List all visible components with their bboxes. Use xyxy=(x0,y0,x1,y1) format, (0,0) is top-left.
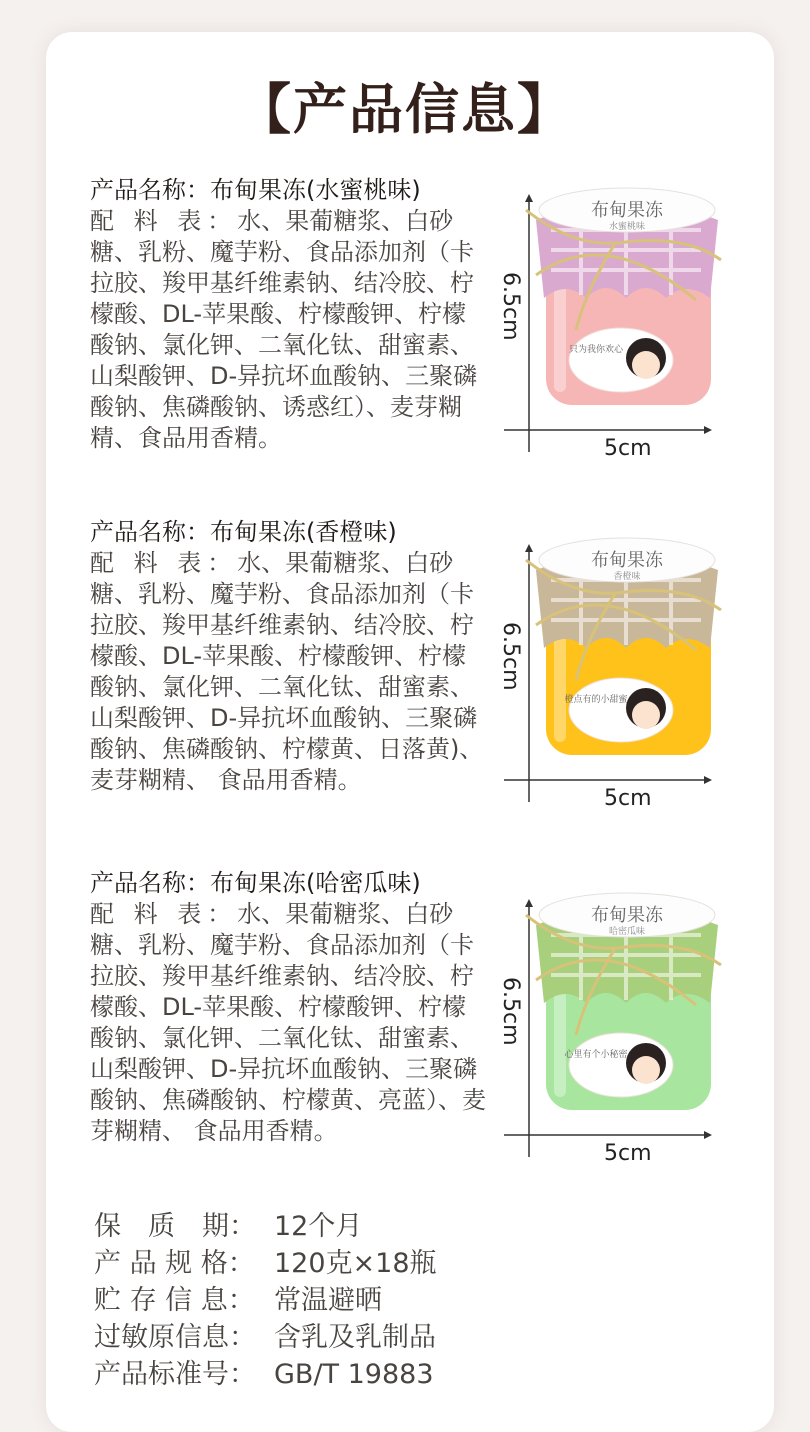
page-title: 【产品信息】 xyxy=(237,78,573,141)
spec-list xyxy=(94,1208,437,1393)
jar-illustration xyxy=(496,885,726,1175)
jar-icon xyxy=(526,893,721,1110)
spec-label: 过敏原信息： xyxy=(94,1322,256,1353)
spec-label: 产品标准号： xyxy=(94,1359,256,1390)
height-label: 6.5cm xyxy=(498,977,523,1046)
spec-value: 12个月 xyxy=(274,1211,363,1242)
sticker-text: 橙点有的小甜蜜 xyxy=(564,695,628,705)
product-melon xyxy=(90,868,490,1147)
height-label: 6.5cm xyxy=(498,272,523,341)
jar-illustration xyxy=(496,530,726,820)
jar-brand-text: 布甸果冻 xyxy=(591,905,663,926)
spec-row-standard xyxy=(94,1356,437,1393)
jar-flavor-text: 哈密瓜味 xyxy=(608,927,646,937)
spec-row-size xyxy=(94,1245,437,1282)
product-name: 产品名称：布甸果冻(哈密瓜味) xyxy=(90,869,421,897)
height-label: 6.5cm xyxy=(498,622,523,691)
spec-label: 贮 存 信 息： xyxy=(94,1285,255,1316)
width-label: 5cm xyxy=(604,786,652,811)
ingredients-list: 水、果葡糖浆、白砂糖、乳粉、魔芋粉、食品添加剂（卡拉胶、羧甲基纤维素钠、结冷胶、柠檬酸、DL-苹果酸、柠檬酸钾、柠檬酸钠、氯化钾、二氧化钛、甜蜜素、山梨酸钾、D-异抗坏血酸钠、三聚磷酸钠、焦磷酸钠、柠檬黄、亮蓝）、麦芽糊精、 食品用香精。 xyxy=(90,900,486,1145)
product-orange xyxy=(90,517,490,796)
jar-icon xyxy=(526,188,721,405)
spec-value: GB/T 19883 xyxy=(274,1359,434,1390)
jar-icon xyxy=(526,538,721,755)
spec-label: 保 质 期： xyxy=(94,1211,256,1242)
spec-value: 常温避晒 xyxy=(274,1285,382,1316)
spec-row-allergen xyxy=(94,1319,437,1356)
product-peach xyxy=(90,175,490,454)
width-label: 5cm xyxy=(604,436,652,461)
ingredients-label: 配 料 表： xyxy=(90,549,238,577)
spec-label: 产 品 规 格： xyxy=(94,1248,255,1279)
jar-brand-text: 布甸果冻 xyxy=(591,550,663,571)
spec-row-shelf-life xyxy=(94,1208,437,1245)
jar-figure-melon xyxy=(496,885,726,1175)
ingredients-label: 配 料 表： xyxy=(90,207,238,235)
ingredients-text xyxy=(90,548,490,796)
spec-value: 120克×18瓶 xyxy=(274,1248,437,1279)
jar-figure-orange xyxy=(496,530,726,820)
jar-flavor-text: 香橙味 xyxy=(613,572,641,582)
jar-brand-text: 布甸果冻 xyxy=(591,200,663,221)
jar-flavor-text: 水蜜桃味 xyxy=(608,222,646,232)
ingredients-list: 水、果葡糖浆、白砂糖、乳粉、魔芋粉、食品添加剂（卡拉胶、羧甲基纤维素钠、结冷胶、柠檬酸、DL-苹果酸、柠檬酸钾、柠檬酸钠、氯化钾、二氧化钛、甜蜜素、山梨酸钾、D-异抗坏血酸钠、三聚磷酸钠、焦磷酸钠、诱惑红）、麦芽糊精、食品用香精。 xyxy=(90,207,478,452)
ingredients-list: 水、果葡糖浆、白砂糖、乳粉、魔芋粉、食品添加剂（卡拉胶、羧甲基纤维素钠、结冷胶、柠檬酸、DL-苹果酸、柠檬酸钾、柠檬酸钠、氯化钾、二氧化钛、甜蜜素、山梨酸钾、D-异抗坏血酸钠、三聚磷酸钠、焦磷酸钠、柠檬黄、日落黄)、麦芽糊精、 食品用香精。 xyxy=(90,549,484,794)
ingredients-text xyxy=(90,206,490,454)
jar-figure-peach xyxy=(496,180,726,470)
spec-row-storage xyxy=(94,1282,437,1319)
product-name: 产品名称：布甸果冻(水蜜桃味) xyxy=(90,176,421,204)
sticker-text: 心里有个小秘密 xyxy=(564,1050,628,1060)
ingredients-text xyxy=(90,899,490,1147)
spec-value: 含乳及乳制品 xyxy=(274,1322,436,1353)
width-label: 5cm xyxy=(604,1141,652,1166)
sticker-text: 只为我你欢心 xyxy=(568,345,624,355)
ingredients-label: 配 料 表： xyxy=(90,900,238,928)
jar-illustration xyxy=(496,180,726,470)
product-name: 产品名称：布甸果冻(香橙味) xyxy=(90,518,397,546)
